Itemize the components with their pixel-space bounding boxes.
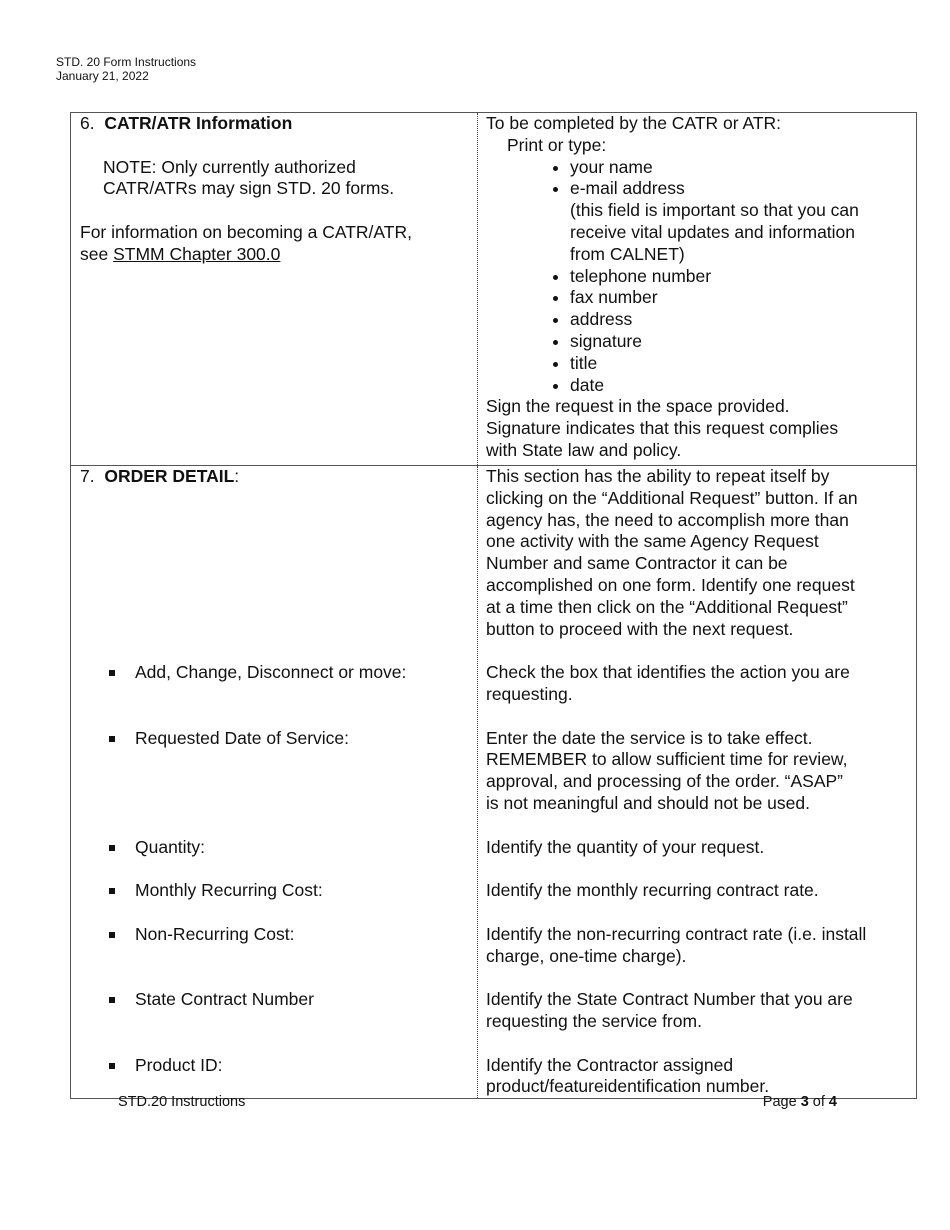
list-item: • your name — [570, 157, 908, 179]
section-6-left — [71, 113, 478, 466]
sign-line-3: with State law and policy. — [486, 439, 682, 460]
email-note-2: receive vital updates and information — [570, 221, 856, 242]
email-note-3: from CALNET) — [570, 243, 685, 264]
section-7-row — [71, 466, 917, 1099]
item-desc-quantity: Identify the quantity of your request. — [486, 836, 765, 857]
square-bullet-icon — [109, 1063, 115, 1069]
item-desc-nrc: Identify the non-recurring contract rate (i.e. install charge, one-time charge). — [486, 923, 867, 966]
item-label-action: Add, Change, Disconnect or move: — [80, 662, 469, 684]
list-item: • date — [570, 375, 908, 397]
item-label-contract: State Contract Number — [80, 989, 469, 1011]
order-intro-6: accomplished on one form. Identify one request — [486, 574, 855, 595]
list-item: • signature — [570, 331, 908, 353]
square-bullet-icon — [109, 845, 115, 851]
catr-intro: To be completed by the CATR or ATR: — [486, 113, 782, 133]
section-7-left — [71, 466, 478, 1099]
item-label-quantity: Quantity: — [80, 837, 469, 859]
order-intro-5: Number and same Contractor it can be — [486, 553, 788, 574]
list-item: • telephone number — [570, 266, 908, 288]
order-intro-3: agency has, the need to accomplish more than — [486, 509, 849, 530]
item-label-date: Requested Date of Service: — [80, 728, 469, 750]
section-7-right — [478, 466, 917, 1099]
header-form-name: STD. 20 Form Instructions — [56, 55, 197, 69]
footer-page-number: Page 3 of 4 — [762, 1094, 837, 1110]
instructions-table — [70, 112, 917, 1099]
email-note-1: (this field is important so that you can — [570, 200, 859, 221]
item-label-mrc: Monthly Recurring Cost: — [80, 880, 469, 902]
header-date: January 21, 2022 — [56, 69, 149, 83]
order-intro-4: one activity with the same Agency Request — [486, 531, 819, 552]
note-line-1: NOTE: Only currently authorized — [103, 156, 356, 177]
order-intro-8: button to proceed with the next request. — [486, 618, 794, 639]
section-7-title: ORDER DETAIL — [104, 466, 235, 486]
list-item: • e-mail address (this field is important so that you can receive vital updates and information from CALNET) — [570, 178, 908, 265]
item-label-nrc: Non-Recurring Cost: — [80, 924, 469, 946]
item-desc-date: Enter the date the service is to take effect. REMEMBER to allow sufficient time for review, approval, and processing of the order. “ASAP” is not meaningful and should not be used. — [486, 727, 848, 813]
square-bullet-icon — [109, 670, 115, 676]
list-item: • fax number — [570, 287, 908, 309]
document-header — [56, 55, 196, 83]
item-desc-mrc: Identify the monthly recurring contract rate. — [486, 880, 819, 901]
order-intro-2: clicking on the “Additional Request” button. If an — [486, 487, 858, 508]
order-intro-1: This section has the ability to repeat itself by — [486, 466, 830, 486]
item-desc-action: Check the box that identifies the action you are requesting. — [486, 662, 850, 704]
catr-field-list — [486, 157, 908, 397]
square-bullet-icon — [109, 888, 115, 894]
item-label-product: Product ID: — [80, 1055, 469, 1077]
sign-line-1: Sign the request in the space provided. — [486, 396, 790, 417]
list-item: • title — [570, 353, 908, 375]
section-6-title: CATR/ATR Information — [104, 113, 293, 133]
stmm-chapter-link[interactable]: STMM Chapter 300.0 — [113, 243, 281, 264]
item-desc-contract: Identify the State Contract Number that you are requesting the service from. — [486, 989, 853, 1031]
square-bullet-icon — [109, 932, 115, 938]
section-6-right — [478, 113, 917, 466]
footer-doc-name: STD.20 Instructions — [118, 1094, 246, 1110]
note-line-2: CATR/ATRs may sign STD. 20 forms. — [103, 178, 395, 199]
order-intro-7: at a time then click on the “Additional Request” — [486, 596, 848, 617]
print-or-type: Print or type: — [507, 134, 607, 155]
item-desc-product: Identify the Contractor assigned product/featureidentification number. — [486, 1054, 770, 1097]
square-bullet-icon — [109, 997, 115, 1003]
section-6-heading: 6. CATR/ATR Information — [80, 113, 293, 133]
sign-line-2: Signature indicates that this request complies — [486, 418, 839, 439]
info-line-2: see STMM Chapter 300.0 — [80, 243, 281, 264]
section-6-row — [71, 113, 917, 466]
square-bullet-icon — [109, 736, 115, 742]
list-item: • address — [570, 309, 908, 331]
info-line-1: For information on becoming a CATR/ATR, — [80, 221, 412, 242]
section-7-heading: 7. ORDER DETAIL: — [80, 466, 240, 486]
